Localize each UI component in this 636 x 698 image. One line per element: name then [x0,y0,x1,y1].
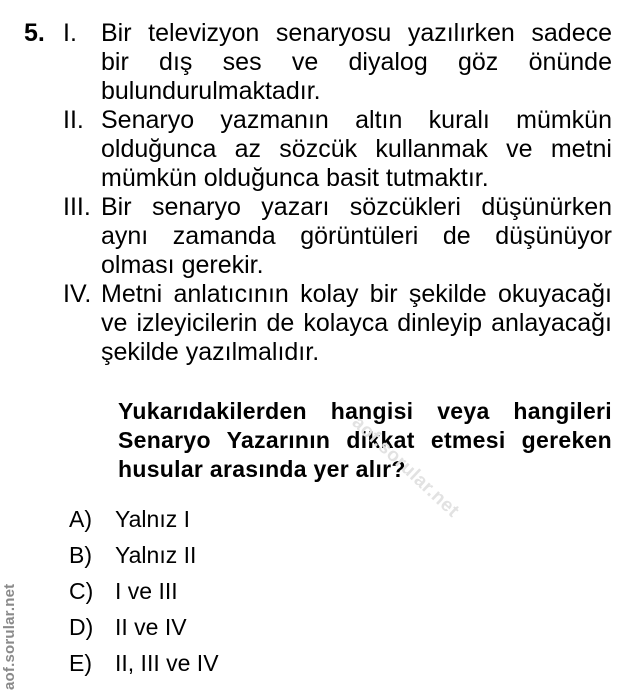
prompt-line: husular arasında yer alır? [118,456,406,482]
statement-line: Metni anlatıcının kolay bir şekilde okuyacağı [101,280,612,308]
prompt-line: Senaryo Yazarının dikkat etmesi gereken [118,427,612,453]
option-letter: A) [69,506,92,532]
statement-2 [63,106,612,193]
statement-numeral: II. [63,106,84,134]
statement-line: olduğunca az sözcük kullanmak ve metni [101,135,612,163]
statement-line: Senaryo yazmanın altın kuralı mümkün [101,106,612,134]
statement-text [101,280,612,367]
statement-line: Bir televizyon senaryosu yazılırken sadece [101,19,612,47]
statement-line: bulundurulmaktadır. [101,77,321,105]
option-letter: D) [69,614,94,640]
prompt-line: Yukarıdakilerden hangisi veya hangileri [118,398,612,424]
statement-numeral: IV. [63,280,92,308]
question-number: 5. [24,19,45,47]
statement-line: şekilde yazılmalıdır. [101,338,320,366]
diagonal-watermark: aof.sorular.net [347,412,464,522]
statement-3 [63,193,612,280]
statement-text [101,19,612,106]
statement-line: bir dış ses ve diyalog göz önünde [101,48,612,76]
option-letter: C) [69,578,94,604]
statement-4 [63,280,612,367]
statement-line: ve izleyicilerin de kolayca dinleyip anlayacağı [101,309,612,337]
statement-line: aynı zamanda görüntüleri de düşünüyor [101,222,612,250]
option-letter: E) [69,650,92,676]
statement-1 [63,19,612,106]
statement-line: olması gerekir. [101,251,264,279]
statement-line: Bir senaryo yazarı sözcükleri düşünürken [101,193,612,221]
statement-text [101,193,612,280]
option-letter: B) [69,542,92,568]
option-text: II, III ve IV [115,650,219,676]
option-text: Yalnız II [115,542,197,568]
statement-numeral: III. [63,193,91,221]
option-text: II ve IV [115,614,187,640]
side-watermark: aof.sorular.net [1,583,18,690]
statement-text [101,106,612,193]
statement-line: mümkün olduğunca basit tutmaktır. [101,164,489,192]
option-text: I ve III [115,578,178,604]
option-text: Yalnız I [115,506,190,532]
statement-numeral: I. [63,19,77,47]
